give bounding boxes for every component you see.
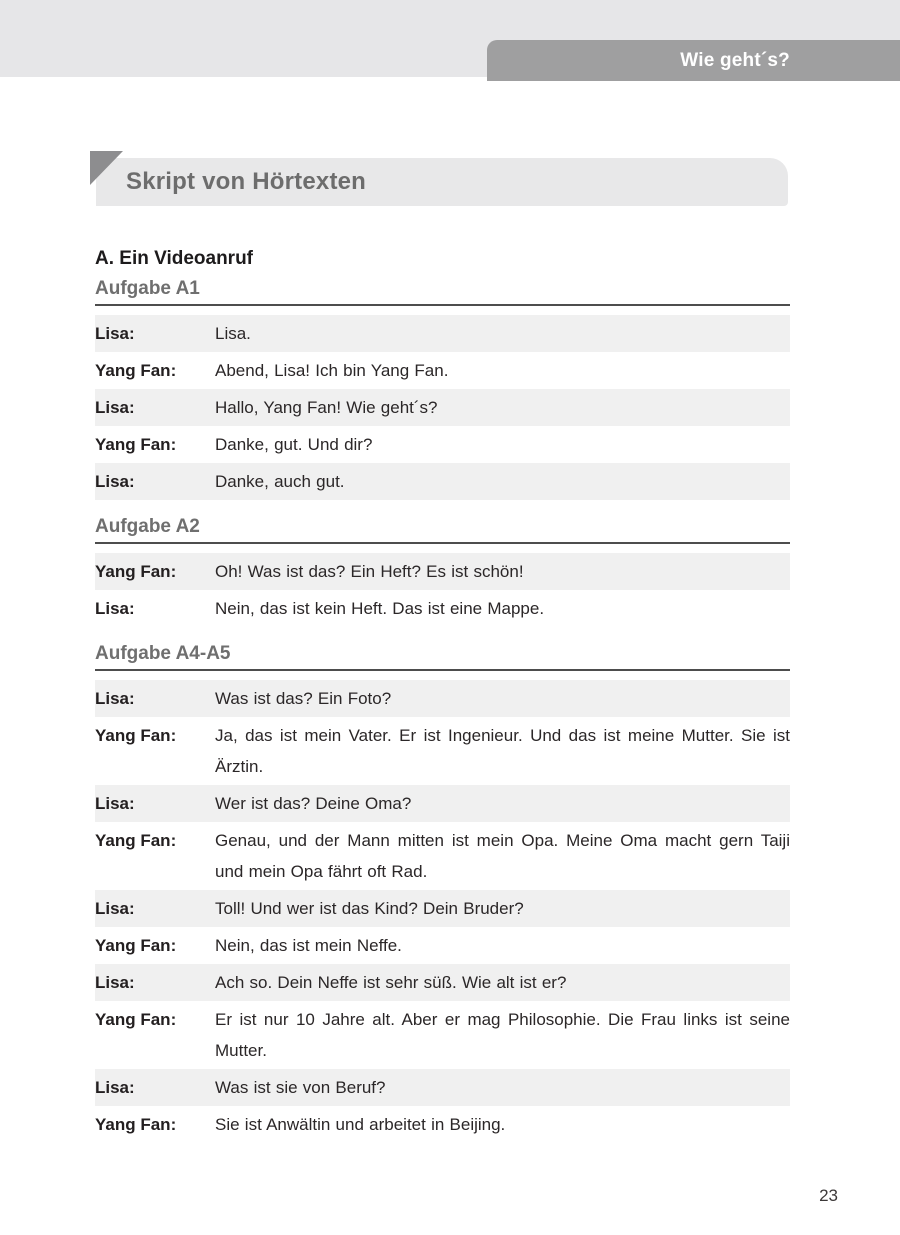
dialog-speaker: Lisa: bbox=[95, 599, 135, 618]
dialog-speaker: Lisa: bbox=[95, 398, 135, 417]
title-banner bbox=[96, 158, 788, 206]
dialog-text: Hallo, Yang Fan! Wie geht´s? bbox=[215, 398, 438, 417]
dialog-speaker: Yang Fan: bbox=[95, 1115, 177, 1134]
dialog-speaker: Lisa: bbox=[95, 1078, 135, 1097]
task-heading: Aufgabe A4-A5 bbox=[95, 643, 790, 671]
dialog-speaker: Yang Fan: bbox=[95, 726, 177, 745]
dialog-text: Er ist nur 10 Jahre alt. Aber er mag Philosophie. Die Frau links ist seine Mutter. bbox=[215, 1010, 790, 1060]
dialog-row bbox=[95, 822, 790, 890]
dialog-text: Genau, und der Mann mitten ist mein Opa. Meine Oma macht gern Taiji und mein Opa fährt oft Rad. bbox=[215, 831, 790, 881]
dialog-row bbox=[95, 553, 790, 590]
dialog-row bbox=[95, 785, 790, 822]
task-section bbox=[95, 278, 790, 500]
dialog-row bbox=[95, 680, 790, 717]
page-title: Skript von Hörtexten bbox=[126, 168, 367, 195]
dialog-speaker: Yang Fan: bbox=[95, 562, 177, 581]
dialog-speaker: Lisa: bbox=[95, 899, 135, 918]
dialog-speaker: Lisa: bbox=[95, 324, 135, 343]
dialog-speaker: Yang Fan: bbox=[95, 936, 177, 955]
dialog-row bbox=[95, 590, 790, 627]
dialog-speaker: Lisa: bbox=[95, 472, 135, 491]
dialog-text: Lisa. bbox=[215, 324, 251, 343]
dialog-row bbox=[95, 389, 790, 426]
page-number: 23 bbox=[819, 1186, 838, 1205]
dialog-row bbox=[95, 717, 790, 785]
dialog-rows bbox=[95, 680, 790, 1143]
chapter-tab bbox=[487, 40, 900, 81]
content-area bbox=[95, 248, 790, 1159]
dialog-text: Wer ist das? Deine Oma? bbox=[215, 794, 412, 813]
chapter-tab-label: Wie geht´s? bbox=[680, 49, 790, 71]
dialog-speaker: Yang Fan: bbox=[95, 1010, 177, 1029]
dialog-text: Toll! Und wer ist das Kind? Dein Bruder? bbox=[215, 899, 524, 918]
dialog-row bbox=[95, 426, 790, 463]
dialog-text: Danke, auch gut. bbox=[215, 472, 345, 491]
dialog-row bbox=[95, 927, 790, 964]
dialog-rows bbox=[95, 553, 790, 627]
dialog-speaker: Yang Fan: bbox=[95, 831, 177, 850]
dialog-row bbox=[95, 1106, 790, 1143]
dialog-text: Danke, gut. Und dir? bbox=[215, 435, 373, 454]
dialog-speaker: Lisa: bbox=[95, 973, 135, 992]
dialog-row bbox=[95, 890, 790, 927]
dialog-row bbox=[95, 315, 790, 352]
section-title: A. Ein Videoanruf bbox=[95, 248, 254, 269]
dialog-rows bbox=[95, 315, 790, 500]
dialog-row bbox=[95, 1069, 790, 1106]
dialog-text: Sie ist Anwältin und arbeitet in Beijing. bbox=[215, 1115, 506, 1134]
dialog-text: Abend, Lisa! Ich bin Yang Fan. bbox=[215, 361, 449, 380]
dialog-row bbox=[95, 352, 790, 389]
dialog-speaker: Lisa: bbox=[95, 794, 135, 813]
dialog-speaker: Lisa: bbox=[95, 689, 135, 708]
dialog-row bbox=[95, 463, 790, 500]
dialog-text: Nein, das ist mein Neffe. bbox=[215, 936, 402, 955]
task-heading: Aufgabe A2 bbox=[95, 516, 790, 544]
dialog-text: Nein, das ist kein Heft. Das ist eine Mappe. bbox=[215, 599, 545, 618]
dialog-text: Ach so. Dein Neffe ist sehr süß. Wie alt ist er? bbox=[215, 973, 567, 992]
dialog-speaker: Yang Fan: bbox=[95, 361, 177, 380]
dialog-row bbox=[95, 964, 790, 1001]
task-section bbox=[95, 643, 790, 1143]
task-heading: Aufgabe A1 bbox=[95, 278, 790, 306]
task-list bbox=[95, 278, 790, 1143]
dialog-row bbox=[95, 1001, 790, 1069]
dialog-text: Was ist sie von Beruf? bbox=[215, 1078, 386, 1097]
dialog-text: Was ist das? Ein Foto? bbox=[215, 689, 392, 708]
dialog-speaker: Yang Fan: bbox=[95, 435, 177, 454]
dialog-text: Oh! Was ist das? Ein Heft? Es ist schön! bbox=[215, 562, 524, 581]
task-section bbox=[95, 516, 790, 627]
dialog-text: Ja, das ist mein Vater. Er ist Ingenieur. Und das ist meine Mutter. Sie ist Ärztin. bbox=[215, 726, 790, 776]
